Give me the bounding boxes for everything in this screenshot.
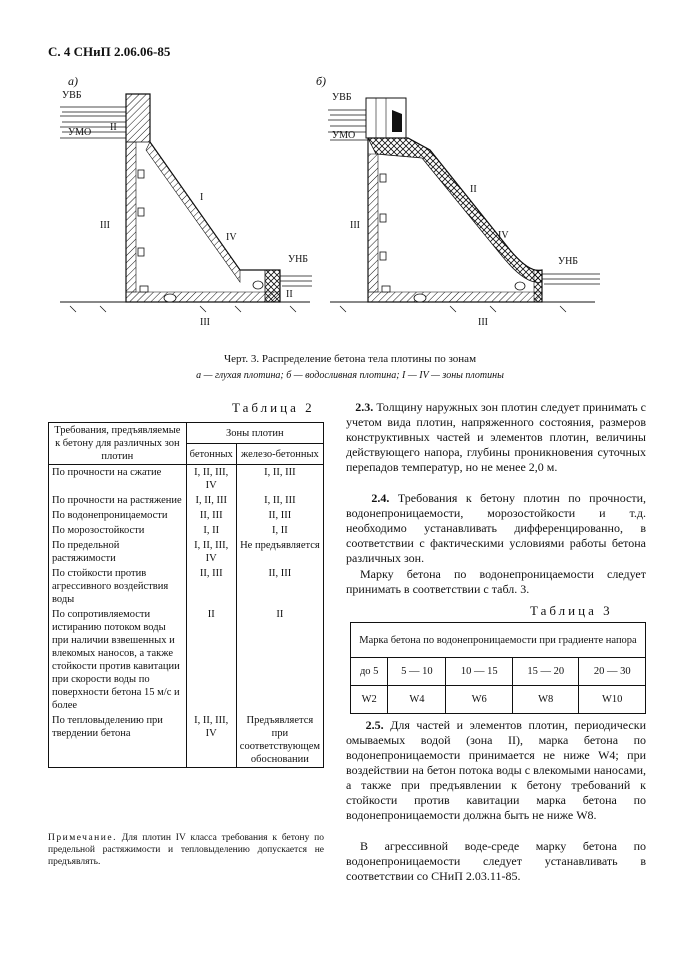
- table3-header: Марка бетона по водонепроницаемости при градиенте напора: [351, 623, 646, 658]
- p23-text: Толщину наружных зон плотин следует принимать с учетом вида плотин, напряженного состояния, размеров конструктивных частей и элементов плотин, величины действующего напора, глубины проникновения суточных перепадов температур, но не менее 2,0 м.: [346, 400, 647, 474]
- label-zone3b-a: III: [200, 317, 210, 328]
- table-row: По морозостойкости I, II I, II: [49, 523, 324, 538]
- dam-diagram-a: [40, 80, 320, 345]
- page-header: С. 4 СНиП 2.06.06-85: [48, 44, 171, 59]
- label-umo-b: УМО: [332, 130, 356, 141]
- paragraph-2-4b: Марку бетона по водонепроницаемости следует принимать в соответствии с табл. 3.: [346, 567, 646, 596]
- table-row: По водонепроницаемости II, III II, III: [49, 508, 324, 523]
- p25-text: Для частей и элементов плотин, периодически омываемых водой (зона II), марка бетона по водонепроницаемости принимается не ниже W4; при воздействии на бетон потока воды с влекомыми наносами, а также при предъявлении к бетону требований к стойкости против кавитации марка бетона по водонепроницаемости должна быть не ниже W8.: [346, 718, 646, 822]
- label-uvb-a: УВБ: [62, 90, 82, 101]
- label-zone1-a: I: [200, 192, 204, 203]
- label-unb-b: УНБ: [558, 256, 579, 267]
- table-row: По сопротивляемости истиранию потоком воды при наличии взвешенных и влекомых наносов, а также стойкости против кавитации при скорости воды по поверхности бетона 15 м/с и более II II: [49, 607, 324, 713]
- table-row: По прочности на сжатие I, II, III, IV I, II, III: [49, 465, 324, 494]
- dam-diagram-b: [310, 80, 610, 345]
- paragraph-2-5b: В агрессивной воде-среде марку бетона по водонепроницаемости следует устанавливать в соответствии со СНиП 2.03.11-85.: [346, 839, 646, 883]
- table3-gradient: 20 — 30: [579, 658, 646, 686]
- p24-text: Требования к бетону плотин по прочности, водонепроницаемости, морозостойкости и т.д. необходимо устанавливать дифференцированно, в соответствии с фактическими условиями работы бетона различных зон.: [346, 491, 647, 565]
- label-uvb-b: УВБ: [332, 92, 352, 103]
- p25-number: 2.5.: [365, 718, 384, 732]
- table3-grade: W2: [351, 686, 388, 714]
- figure-a-tag: а): [68, 74, 78, 88]
- table3-gradient: до 5: [351, 658, 388, 686]
- table3: [350, 622, 646, 714]
- label-zone4-b: IV: [498, 230, 509, 241]
- table3-grade: W8: [512, 686, 578, 714]
- table-row: По предельной растяжимости I, II, III, IV Не предъявляется: [49, 538, 324, 566]
- label-zone3-a: III: [100, 220, 110, 231]
- label-zone4-a: IV: [226, 232, 237, 243]
- note-text: Для плотин IV класса требования к бетону по предельной растяжимости и тепловыделению допускается не предъявлять.: [48, 833, 325, 867]
- table-row: По стойкости против агрессивного воздействия воды II, III II, III: [49, 566, 324, 607]
- label-umo-a: УМО: [68, 127, 92, 138]
- table3-gradient: 15 — 20: [512, 658, 578, 686]
- table2-header-rc: железо-бетонных: [236, 444, 323, 465]
- paragraph-2-5: [346, 718, 646, 823]
- table-row: По тепловыделению при твердении бетона I, II, III, IV Предъявляется при соответствующем обосновании: [49, 713, 324, 768]
- paragraph-2-3: [346, 400, 646, 475]
- table2-header-zones: Зоны плотин: [186, 423, 323, 444]
- table3-title: Таблица 3: [530, 603, 613, 618]
- table3-grade: W6: [446, 686, 512, 714]
- note-prefix: Примечание.: [48, 833, 117, 843]
- figure-caption: Черт. 3. Распределение бетона тела плотины по зонам: [223, 353, 477, 365]
- table2-header-concrete: бетонных: [186, 444, 236, 465]
- table3-gradient: 10 — 15: [446, 658, 512, 686]
- table3-gradient: 5 — 10: [388, 658, 446, 686]
- table2: [48, 422, 324, 768]
- label-zone2-a: II: [110, 122, 117, 133]
- table2-header-req: Требования, предъявляемые к бетону для различных зон плотин: [49, 423, 187, 465]
- label-zone2b-a: II: [286, 289, 293, 300]
- table2-note: [48, 832, 324, 868]
- dam-body-b: [368, 138, 542, 302]
- table3-grade: W4: [388, 686, 446, 714]
- label-unb-a: УНБ: [288, 254, 309, 265]
- label-zone2-b: II: [470, 184, 477, 195]
- p23-number: 2.3.: [355, 400, 374, 414]
- table2-title: Таблица 2: [232, 400, 315, 415]
- table3-grade: W10: [579, 686, 646, 714]
- figure-b-tag: б): [316, 74, 327, 88]
- table-row: По прочности на растяжение I, II, III I, II, III: [49, 493, 324, 508]
- label-zone3-b: III: [350, 220, 360, 231]
- label-zone3b-b: III: [478, 317, 488, 328]
- paragraph-2-4: [346, 491, 646, 566]
- figure-subcaption: а — глухая плотина; б — водосливная плотина; I — IV — зоны плотины: [196, 370, 504, 381]
- p24-number: 2.4.: [371, 491, 390, 505]
